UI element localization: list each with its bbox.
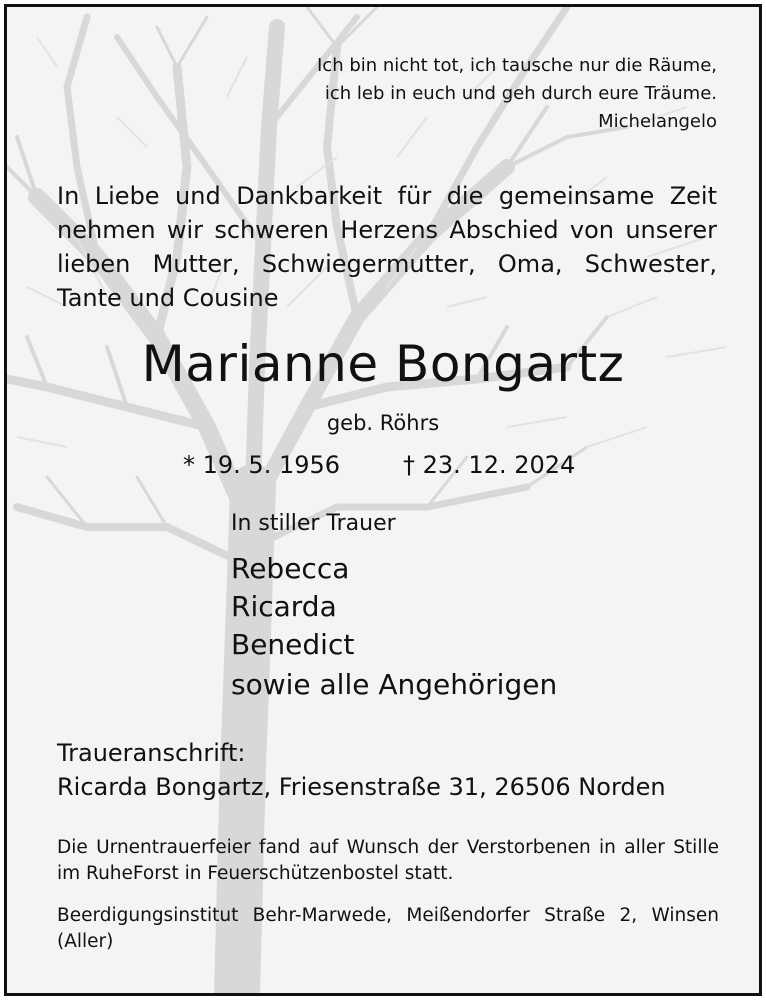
ceremony-notice: Die Urnentrauerfeier fand auf Wunsch der Verstorbenen in aller Stille im RuheForst in Feuerschützenbostel statt. (57, 837, 719, 884)
mourner-name: Rebecca (231, 552, 350, 585)
address-label: Traueranschrift: (57, 739, 246, 767)
address-value: Ricarda Bongartz, Friesenstraße 31, 26506 Norden (57, 773, 666, 801)
mourner-name: Ricarda (231, 590, 337, 623)
deceased-name: Marianne Bongartz (141, 335, 625, 393)
death-date: † 23. 12. 2024 (403, 451, 576, 479)
mourner-name: sowie alle Angehörigen (231, 668, 558, 701)
quote-line-1: Ich bin nicht tot, ich tausche nur die Räume, (317, 55, 717, 76)
quote-line-2: ich leb in euch und geh durch eure Träume. (324, 83, 717, 104)
intro-text: In Liebe und Dankbarkeit für die gemeinsame Zeit nehmen wir schweren Herzens Abschied von unserer lieben Mutter, Schwiegermutter, Oma, Schwester, Tante und Cousine (57, 182, 717, 312)
mourner-name: Benedict (231, 628, 355, 661)
maiden-name: geb. Röhrs (326, 411, 440, 435)
obituary-frame (4, 4, 762, 996)
birth-date: * 19. 5. 1956 (183, 451, 341, 479)
quote-author: Michelangelo (598, 111, 717, 132)
funeral-home: Beerdigungsinstitut Behr-Marwede, Meißendorfer Straße 2, Winsen (Aller) (57, 905, 719, 952)
mourning-heading: In stiller Trauer (231, 511, 396, 536)
